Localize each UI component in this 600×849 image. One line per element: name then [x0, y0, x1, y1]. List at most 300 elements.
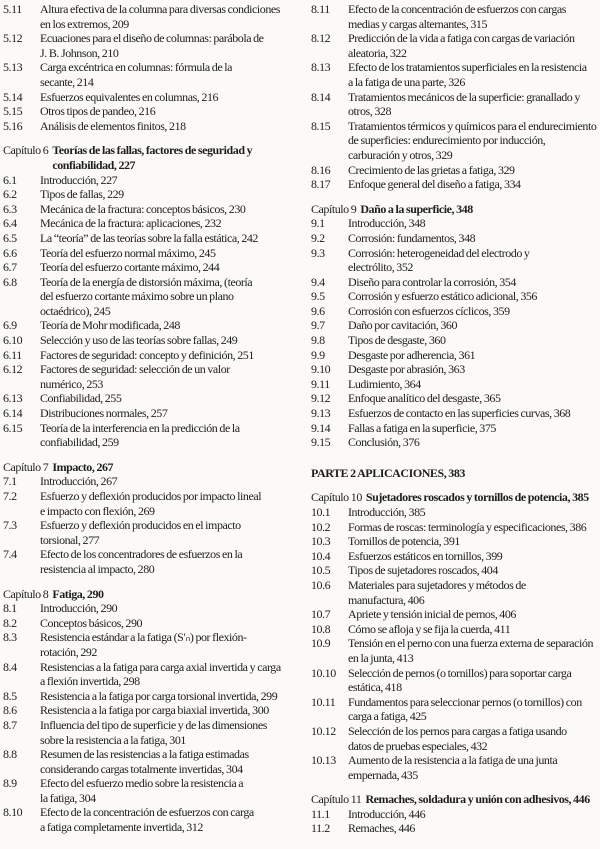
toc-entry	[3, 518, 297, 547]
section-title-line: Esfuerzos equivalentes en columnas, 216	[40, 89, 219, 104]
toc-entry	[3, 406, 297, 421]
toc-entry	[3, 231, 297, 246]
section-title-line: Mecánica de la fractura: aplicaciones, 232	[40, 216, 222, 231]
section-title-line: Introducción, 290	[40, 601, 118, 616]
section-number: 8.8	[3, 747, 17, 762]
section-title	[40, 187, 297, 202]
section-title-line: confiabilidad, 259	[40, 435, 119, 450]
toc-entry	[311, 275, 598, 290]
section-number: 8.5	[3, 688, 17, 703]
section-title	[348, 289, 598, 304]
section-title	[348, 304, 598, 319]
chapter-title	[360, 202, 598, 217]
section-title-line: en la junta, 413	[348, 650, 414, 665]
section-title	[348, 31, 598, 60]
toc-entry	[3, 616, 297, 631]
section-title	[40, 391, 297, 406]
section-number: 9.1	[311, 216, 325, 231]
toc-entry	[311, 622, 598, 637]
toc-entry	[3, 216, 297, 231]
chapter-heading	[311, 490, 598, 505]
section-title-line: Resistencia a la fatiga por carga torsional invertida, 299	[40, 688, 278, 703]
section-title-line: Crecimiento de las grietas a fatiga, 329	[348, 162, 515, 177]
section-title-line: torsional, 277	[40, 532, 100, 547]
toc-entry	[3, 805, 297, 834]
section-title-line: Ecuaciones para el diseño de columnas: parábola de	[40, 31, 264, 46]
toc-entry	[311, 724, 598, 753]
section-title-line: Influencia del tipo de superficie y de las dimensiones	[40, 717, 267, 732]
section-title	[348, 60, 598, 89]
section-title	[348, 753, 598, 782]
section-title-line: Tornillos de potencia, 391	[348, 534, 460, 549]
toc-entry	[3, 333, 297, 348]
section-title	[348, 216, 598, 231]
toc-entry	[3, 489, 297, 518]
section-title-line: J. B. Johnson, 210	[40, 45, 119, 60]
section-title-line: Formas de roscas: terminología y especificaciones, 386	[348, 519, 587, 534]
section-title	[40, 173, 297, 188]
toc-entry	[3, 90, 297, 105]
section-title	[40, 747, 297, 776]
section-title-line: Factores de seguridad: concepto y definición, 251	[40, 347, 254, 362]
chapter-title	[52, 460, 297, 475]
chapter-title	[366, 490, 598, 505]
toc-entry	[3, 60, 297, 89]
section-title	[40, 489, 297, 518]
section-title	[348, 505, 598, 520]
section-title	[40, 805, 297, 834]
section-title-line: estática, 418	[348, 680, 402, 695]
section-number: 7.2	[3, 489, 17, 503]
section-number: 9.15	[311, 435, 331, 450]
toc-entry	[311, 2, 598, 31]
section-title	[348, 90, 598, 119]
toc-entry	[3, 275, 297, 319]
section-number: 6.2	[3, 187, 17, 202]
toc-entry	[311, 695, 598, 724]
section-title-line: empernada, 435	[348, 767, 418, 782]
section-number: 11.1	[311, 806, 330, 821]
section-number: 8.1	[3, 601, 17, 616]
section-number: 8.7	[3, 717, 17, 732]
part-heading: PARTE 2 APLICACIONES, 383	[311, 465, 465, 480]
section-title-line: carburación y otros, 329	[348, 147, 453, 162]
section-title-line: numérico, 253	[40, 376, 103, 391]
section-number: 6.9	[3, 318, 17, 333]
toc-entry	[311, 520, 598, 535]
chapter-heading-row	[311, 490, 598, 505]
section-number: 10.12	[311, 723, 336, 738]
toc-entry	[3, 703, 297, 718]
toc-entry	[3, 747, 297, 776]
section-title-line: Efecto de la concentración de esfuerzos con carga	[40, 805, 254, 820]
section-number: 8.14	[311, 89, 331, 104]
section-title	[40, 104, 297, 119]
toc-entry	[3, 119, 297, 134]
section-title-line: Enfoque analítico del desgaste, 365	[348, 391, 501, 406]
section-number: 6.6	[3, 245, 17, 260]
section-title-line: Tratamientos mecánicos de la superficie: granallado y	[348, 89, 580, 104]
section-title-line: Tensión en el perno con una fuerza externa de separación	[348, 636, 593, 651]
section-title-line: otros, 328	[348, 104, 392, 119]
section-title-line: Corrosión y esfuerzo estático adicional, 356	[348, 289, 537, 304]
section-title-line: Conceptos básicos, 290	[40, 615, 143, 630]
toc-entry	[3, 776, 297, 805]
chapter-heading-row	[311, 792, 598, 807]
section-title	[348, 563, 598, 578]
toc-entry	[311, 807, 598, 822]
section-title-line: Distribuciones normales, 257	[40, 406, 168, 421]
section-title	[40, 275, 297, 319]
chapter-title-line: Remaches, soldadura y unión con adhesivos, 446	[365, 792, 590, 807]
section-title	[40, 406, 297, 421]
section-title	[40, 348, 297, 363]
section-title-line: Remaches, 446	[348, 821, 415, 836]
toc-entry	[311, 289, 598, 304]
section-title-line: La “teoría” de las teorías sobre la falla estática, 242	[40, 230, 258, 245]
section-number: 6.12	[3, 362, 23, 377]
section-title	[40, 547, 297, 576]
toc-entry	[311, 31, 598, 60]
toc-entry	[3, 660, 297, 689]
section-title-line: Tipos de fallas, 229	[40, 187, 124, 202]
section-number: 9.10	[311, 362, 331, 377]
toc-entry	[311, 177, 598, 192]
section-title	[348, 348, 598, 363]
toc-entry	[311, 362, 598, 377]
section-number: 9.3	[311, 245, 325, 260]
section-title-line: Efecto de la concentración de esfuerzos con cargas	[348, 2, 566, 16]
section-title	[40, 318, 297, 333]
section-number: 8.2	[3, 615, 17, 630]
section-number: 10.13	[311, 753, 336, 768]
section-title-line: en los extremos, 209	[40, 16, 129, 31]
section-title-line: Predicción de la vida a fatiga con cargas de variación	[348, 31, 575, 46]
section-title-line: Introducción, 348	[348, 216, 426, 231]
chapter-label: Capítulo 6	[3, 143, 49, 158]
section-title-line: rotación, 292	[40, 644, 97, 659]
section-title-line: medias y cargas alternantes, 315	[348, 16, 487, 31]
toc-entry	[3, 260, 297, 275]
section-title-line: Fundamentos para seleccionar pernos (o tornillos) con	[348, 694, 582, 709]
section-title-line: Mecánica de la fractura: conceptos básicos, 230	[40, 201, 246, 216]
section-title-line: a fatiga completamente invertida, 312	[40, 820, 203, 835]
section-title-line: Cómo se afloja y se fija la cuerda, 411	[348, 621, 511, 636]
section-title-line: Introducción, 227	[40, 172, 118, 187]
toc-column-right	[311, 2, 598, 836]
section-title-line: Esfuerzo y deflexión producidos por impacto lineal	[40, 489, 262, 503]
section-title	[348, 549, 598, 564]
section-title-line: de superficies: endurecimiento por inducción,	[348, 133, 546, 148]
toc-entry	[311, 666, 598, 695]
toc-entry	[311, 90, 598, 119]
section-number: 8.6	[3, 703, 17, 718]
section-title-line: e impacto con flexión, 269	[40, 503, 155, 518]
section-title-line: Materiales para sujetadores y métodos de	[348, 577, 526, 592]
section-title-line: Teoría de la energía de distorsión máxima, (teoría	[40, 274, 253, 289]
section-title	[348, 695, 598, 724]
section-title	[348, 275, 598, 290]
section-title-line: Efecto de los tratamientos superficiales en la resistencia	[348, 60, 587, 75]
toc-entry	[311, 304, 598, 319]
section-title-line: Corrosión: fundamentos, 348	[348, 230, 476, 245]
toc-entry	[311, 421, 598, 436]
toc-entry	[3, 689, 297, 704]
section-title-line: Resistencias a la fatiga para carga axial invertida y carga	[40, 659, 281, 674]
section-number: 8.3	[3, 630, 17, 645]
section-number: 9.13	[311, 406, 331, 421]
section-title	[348, 520, 598, 535]
section-title-line: Tipos de desgaste, 360	[348, 333, 446, 348]
section-title-line: Desgaste por abrasión, 363	[348, 362, 465, 377]
section-title	[348, 231, 598, 246]
toc-entry	[311, 119, 598, 163]
section-title-line: Confiabilidad, 255	[40, 391, 122, 406]
section-title-line: Corrosión con esfuerzos cíclicos, 359	[348, 303, 510, 318]
toc-entry	[3, 718, 297, 747]
section-number: 10.9	[311, 636, 331, 651]
toc-entry	[3, 2, 297, 31]
section-title-line: Ludimiento, 364	[348, 376, 421, 391]
section-number: 9.12	[311, 391, 331, 406]
section-title-line: Carga excéntrica en columnas: fórmula de la	[40, 60, 233, 75]
section-title	[40, 616, 297, 631]
section-number: 6.10	[3, 333, 23, 348]
section-title-line: Factores de seguridad: selección de un valor	[40, 362, 230, 377]
chapter-heading-row	[3, 143, 297, 172]
section-title-line: resistencia al impacto, 280	[40, 561, 155, 576]
section-number: 5.16	[3, 118, 23, 133]
toc-entry	[311, 377, 598, 392]
section-title-line: a la fatiga de una parte, 326	[348, 74, 465, 89]
chapter-title-line: Sujetadores roscados y tornillos de potencia, 385	[365, 490, 589, 505]
toc-entry	[311, 60, 598, 89]
section-number: 9.9	[311, 347, 325, 362]
section-number: 10.1	[311, 505, 331, 519]
section-number: 9.5	[311, 289, 325, 304]
section-title-line: Corrosión: heterogeneidad del electrodo y	[348, 245, 530, 260]
chapter-heading	[311, 202, 598, 217]
toc-entry	[311, 318, 598, 333]
section-number: 9.4	[311, 274, 325, 289]
toc-entry	[3, 348, 297, 363]
section-title	[348, 607, 598, 622]
toc-entry	[311, 505, 598, 520]
toc-entry	[3, 31, 297, 60]
section-title-line: Introducción, 385	[348, 505, 426, 519]
section-title-line: Esfuerzo y deflexión producidos en el impacto	[40, 518, 241, 533]
chapter-title	[52, 143, 297, 172]
section-number: 6.4	[3, 216, 17, 231]
section-title	[40, 231, 297, 246]
section-number: 8.16	[311, 162, 331, 177]
toc-entry	[3, 474, 297, 489]
chapter-label: Capítulo 10	[311, 490, 362, 505]
chapter-heading-row	[3, 587, 297, 602]
section-title	[40, 362, 297, 391]
section-number: 8.12	[311, 31, 331, 46]
section-number: 10.5	[311, 563, 331, 578]
toc-entry	[3, 246, 297, 261]
toc-entry	[311, 534, 598, 549]
section-title-line: Resistencia a la fatiga por carga biaxial invertida, 300	[40, 703, 269, 718]
toc-entry	[3, 173, 297, 188]
section-title-line: Conclusión, 376	[348, 435, 420, 450]
section-title-line: Daño por cavitación, 360	[348, 318, 457, 333]
section-title-line: Teoría de la interferencia en la predicción de la	[40, 420, 240, 435]
section-title-line: Desgaste por adherencia, 361	[348, 347, 476, 362]
section-number: 7.4	[3, 547, 17, 562]
section-title	[40, 2, 297, 31]
toc-entry	[311, 753, 598, 782]
toc-entry	[3, 362, 297, 391]
section-number: 5.15	[3, 104, 23, 119]
chapter-heading-row	[311, 202, 598, 217]
toc-entry	[3, 104, 297, 119]
toc-entry	[311, 406, 598, 421]
section-number: 8.15	[311, 118, 331, 133]
section-title-line: Selección y uso de las teorías sobre fallas, 249	[40, 333, 238, 348]
section-number: 11.2	[311, 821, 330, 836]
section-title	[348, 821, 598, 836]
section-title-line: octaédrico), 245	[40, 303, 111, 318]
section-number: 8.10	[3, 805, 23, 820]
section-title	[40, 260, 297, 275]
section-number: 9.8	[311, 333, 325, 348]
section-title	[348, 318, 598, 333]
section-title	[40, 703, 297, 718]
toc-entry	[3, 630, 297, 659]
toc-entry	[311, 231, 598, 246]
section-title-line: a flexión invertida, 298	[40, 674, 140, 689]
section-number: 10.3	[311, 534, 331, 549]
section-title	[348, 391, 598, 406]
toc-entry	[311, 563, 598, 578]
section-title	[40, 333, 297, 348]
section-title-line: aleatoria, 322	[348, 45, 407, 60]
toc-entry	[3, 187, 297, 202]
toc-entry	[3, 547, 297, 576]
section-number: 6.5	[3, 230, 17, 245]
section-title-line: Esfuerzos de contacto en las superficies curvas, 368	[348, 406, 571, 421]
section-title-line: Efecto de los concentradores de esfuerzos en la	[40, 547, 243, 562]
toc-entry	[311, 246, 598, 275]
section-title	[348, 622, 598, 637]
section-number: 8.11	[311, 2, 330, 16]
section-title	[40, 421, 297, 450]
section-title	[40, 202, 297, 217]
chapter-title-line: Fatiga, 290	[52, 586, 104, 601]
toc-entry	[3, 318, 297, 333]
section-title-line: Efecto del esfuerzo medio sobre la resistencia a	[40, 776, 244, 791]
section-number: 6.13	[3, 391, 23, 406]
section-number: 6.15	[3, 420, 23, 435]
section-number: 7.1	[3, 474, 17, 489]
section-title-line: datos de pruebas especiales, 432	[348, 738, 488, 753]
section-title-line: Teoría del esfuerzo normal máximo, 245	[40, 245, 216, 260]
chapter-label: Capítulo 11	[311, 792, 362, 807]
section-title	[40, 246, 297, 261]
section-title-line: carga a fatiga, 425	[348, 709, 427, 724]
toc-entry	[3, 391, 297, 406]
toc-entry	[311, 163, 598, 178]
section-title-line: Esfuerzos estáticos en tornillos, 399	[348, 548, 503, 563]
section-number: 6.1	[3, 172, 17, 187]
section-number: 8.13	[311, 60, 331, 75]
toc-entry	[311, 821, 598, 836]
toc-entry	[3, 601, 297, 616]
toc-entry	[311, 549, 598, 564]
section-title-line: Tipos de sujetadores roscados, 404	[348, 563, 498, 578]
section-title	[40, 90, 297, 105]
section-number: 10.4	[311, 548, 331, 563]
chapter-title-line: Teorías de las fallas, factores de seguridad y	[52, 143, 253, 158]
section-title-line: Resumen de las resistencias a la fatiga estimadas	[40, 747, 249, 762]
toc-entry	[3, 421, 297, 450]
section-title	[40, 518, 297, 547]
section-title	[348, 362, 598, 377]
section-title	[348, 534, 598, 549]
section-number: 9.14	[311, 420, 331, 435]
section-number: 6.3	[3, 201, 17, 216]
section-number: 9.7	[311, 318, 325, 333]
section-title	[348, 636, 598, 665]
section-title-line: Introducción, 446	[348, 806, 426, 821]
section-title-line: manufactura, 406	[348, 592, 425, 607]
toc-entry	[311, 216, 598, 231]
section-title	[348, 421, 598, 436]
section-title	[40, 31, 297, 60]
section-number: 8.9	[3, 776, 17, 791]
chapter-title	[52, 587, 297, 602]
section-title-line: Otros tipos de pandeo, 216	[40, 104, 156, 119]
chapter-label: Capítulo 9	[311, 201, 357, 216]
section-title	[348, 724, 598, 753]
section-title-line: Tratamientos térmicos y químicos para el endurecimiento	[348, 118, 597, 133]
section-title	[348, 807, 598, 822]
section-title-line: considerando cargas totalmente invertidas, 304	[40, 761, 243, 776]
toc-entry	[311, 348, 598, 363]
section-title-line: Aumento de la resistencia a la fatiga de una junta	[348, 753, 558, 768]
section-title	[40, 689, 297, 704]
section-number: 9.2	[311, 230, 325, 245]
toc-entry	[311, 435, 598, 450]
section-title-line: Selección de los pernos para cargas a fatiga usando	[348, 723, 567, 738]
section-number: 6.7	[3, 260, 17, 275]
section-title	[348, 578, 598, 607]
section-number: 9.6	[311, 303, 325, 318]
section-number: 5.13	[3, 60, 23, 75]
section-number: 10.2	[311, 519, 331, 534]
section-number: 5.14	[3, 89, 23, 104]
toc-entry	[311, 578, 598, 607]
toc-column-left	[3, 2, 297, 835]
section-title-line: Teoría del esfuerzo cortante máximo, 244	[40, 260, 220, 275]
section-title-line: Selección de pernos (o tornillos) para soportar carga	[348, 665, 572, 680]
section-title-line: sobre la resistencia a la fatiga, 301	[40, 732, 186, 747]
section-title	[348, 163, 598, 178]
section-title-line: Enfoque general del diseño a fatiga, 334	[348, 177, 521, 192]
toc-entry	[311, 607, 598, 622]
section-title	[40, 601, 297, 616]
section-title	[348, 2, 598, 31]
section-title	[348, 119, 598, 163]
section-number: 5.12	[3, 31, 23, 46]
section-number: 8.4	[3, 659, 17, 674]
chapter-title	[365, 792, 598, 807]
section-title	[40, 776, 297, 805]
section-title	[40, 630, 297, 659]
